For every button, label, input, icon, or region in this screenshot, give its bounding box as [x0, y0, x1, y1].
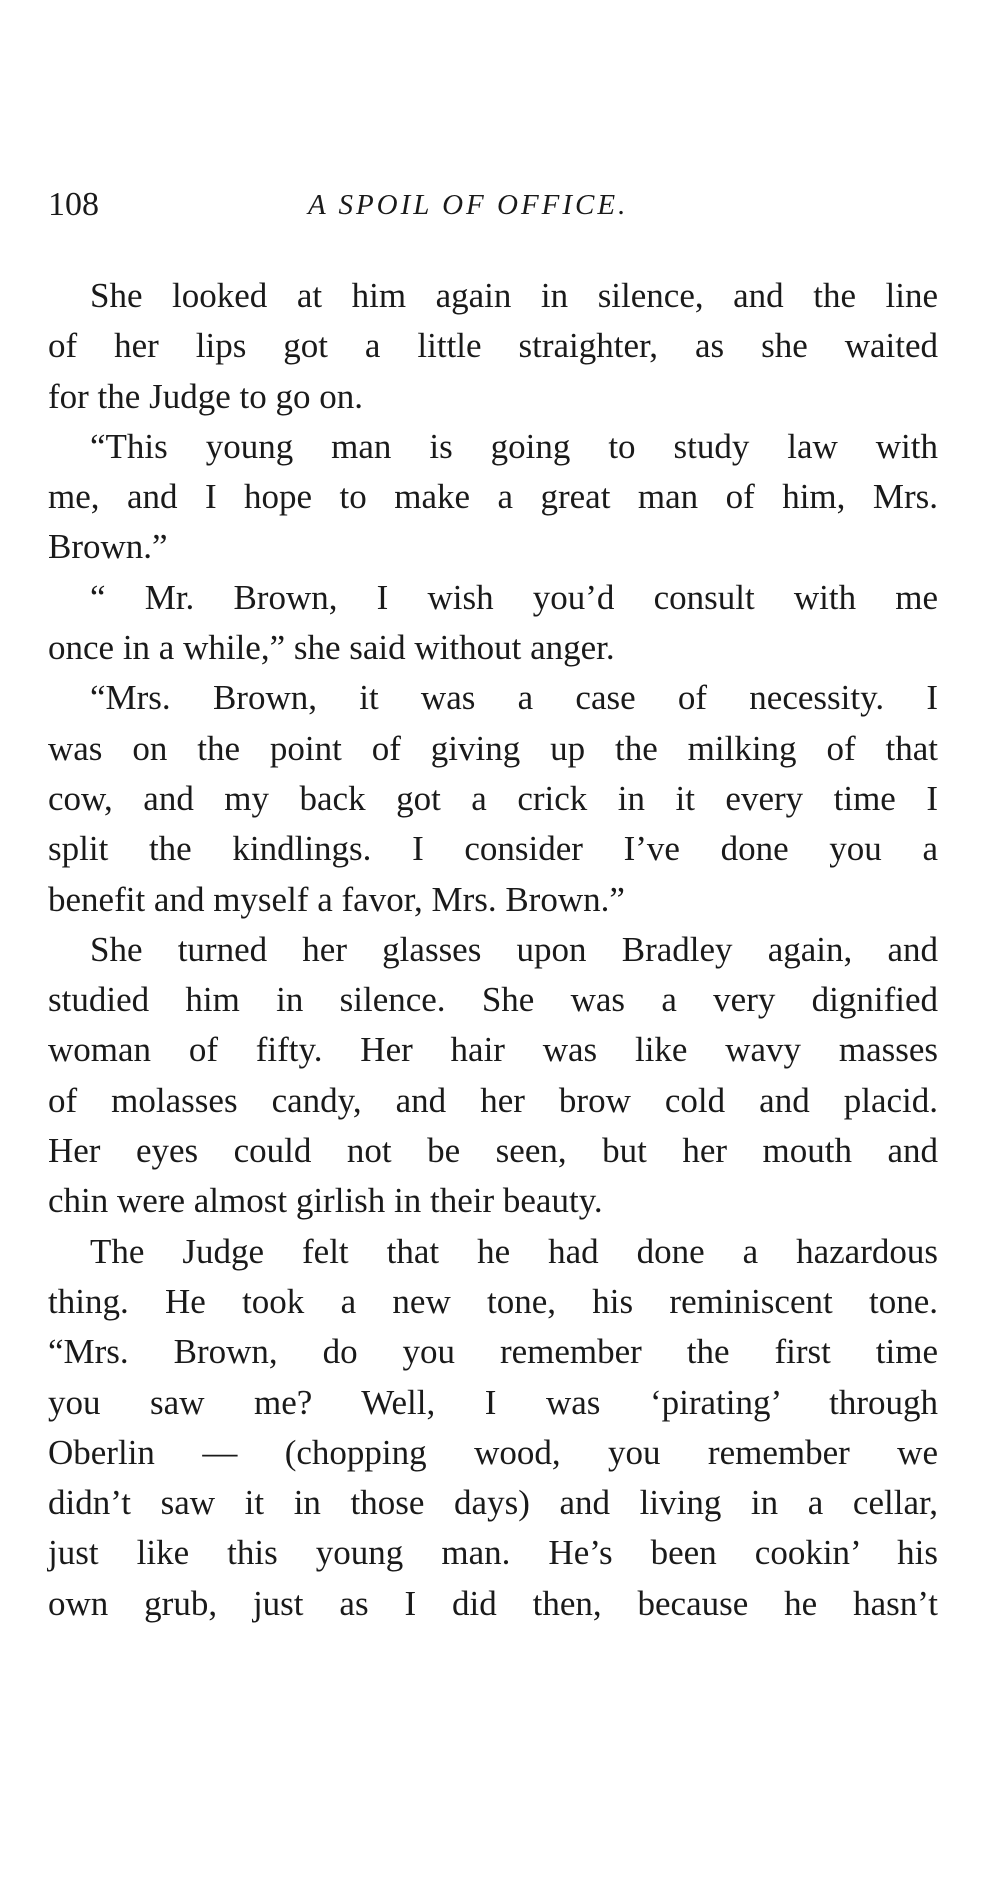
text-line: “This young man is going to study law with	[90, 426, 938, 466]
text-line: didn’t saw it in those days) and living in a cellar,	[48, 1483, 938, 1523]
text-line: me, and I hope to make a great man of him, Mrs.	[48, 477, 938, 517]
text-line: Brown.”	[48, 527, 168, 567]
text-line: own grub, just as I did then, because he hasn’t	[48, 1583, 938, 1623]
text-line: of her lips got a little straighter, as she waited	[48, 326, 938, 366]
text-line: you saw me? Well, I was ‘pirating’ through	[48, 1382, 938, 1422]
text-line: chin were almost girlish in their beauty.	[48, 1181, 603, 1221]
text-line: “ Mr. Brown, I wish you’d consult with me	[90, 577, 938, 617]
text-line: woman of fifty. Her hair was like wavy masses	[48, 1030, 938, 1070]
text-line: split the kindlings. I consider I’ve done you a	[48, 829, 938, 869]
text-line: studied him in silence. She was a very dignified	[48, 980, 938, 1020]
page-number: 108	[48, 186, 99, 223]
text-line: She looked at him again in silence, and the line	[90, 276, 938, 315]
text-line: cow, and my back got a crick in it every time I	[48, 778, 938, 818]
text-line: for the Judge to go on.	[48, 376, 363, 416]
text-line: The Judge felt that he had done a hazardous	[90, 1231, 938, 1271]
text-line: Her eyes could not be seen, but her mouth and	[48, 1131, 938, 1171]
text-line: Oberlin — (chopping wood, you remember we	[48, 1432, 938, 1472]
text-line: benefit and myself a favor, Mrs. Brown.”	[48, 879, 625, 919]
text-line: just like this young man. He’s been cookin’ his	[48, 1533, 938, 1573]
running-title: A SPOIL OF OFFICE.	[308, 189, 629, 221]
text-line: of molasses candy, and her brow cold and placid.	[48, 1080, 938, 1120]
text-line: thing. He took a new tone, his reminiscent tone.	[48, 1281, 938, 1321]
text-line: “Mrs. Brown, it was a case of necessity. I	[90, 678, 938, 718]
text-line: She turned her glasses upon Bradley again, and	[90, 929, 938, 969]
running-header	[48, 180, 948, 230]
text-line: was on the point of giving up the milking of that	[48, 728, 938, 768]
body-text	[48, 271, 938, 1629]
text-line: “Mrs. Brown, do you remember the first time	[48, 1332, 938, 1372]
text-line: once in a while,” she said without anger.	[48, 628, 615, 668]
